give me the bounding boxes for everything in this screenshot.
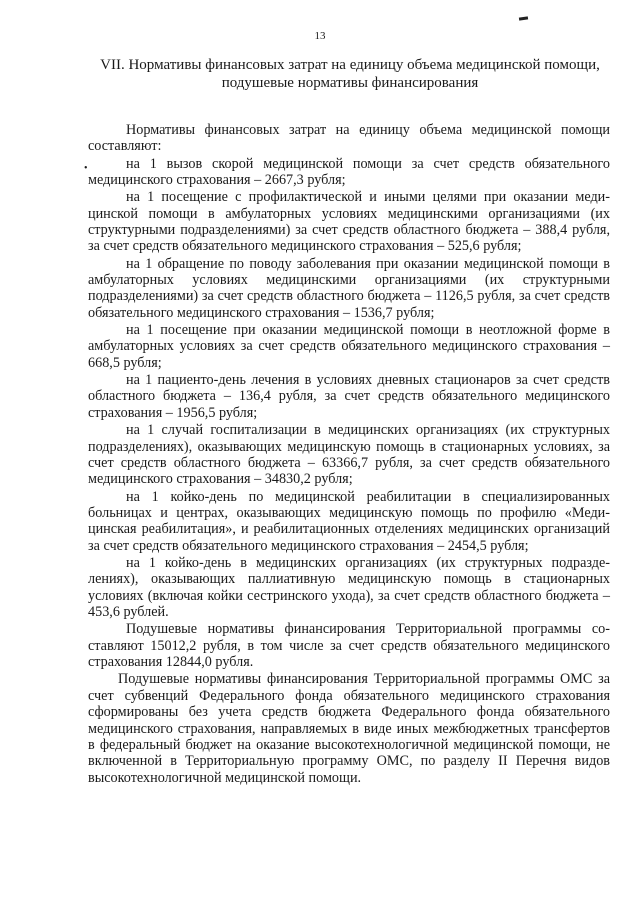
- section-heading: [90, 56, 610, 92]
- page-number: 13: [314, 30, 326, 42]
- paragraph: на 1 посещение с профилактической и иными целями при оказании медицинской помощи в амбулаторных условиях медицинскими организациями (их структурными подразделениями) за счет средств областного бюджета – 388,4 рубля, за счет средств обязательного медицинского страхования – 525,6 рубля;: [88, 189, 610, 255]
- paragraph: на 1 койко-день в медицинских организациях (их структурных подразделениях), оказывающих паллиативную медицинскую помощь в стационарных условиях (включая койки сестринского ухода), за счет средств областного бюджета – 453,6 рублей.: [88, 554, 610, 621]
- paragraph: на 1 случай госпитализации в медицинских организациях (их структурных подразделениях), оказывающих медицинскую помощь в стационарных условиях, за счет средств областного бюджета – 63366,7 рубля, за счет средств обязательного медицинского страхования – 34830,2 рубля;: [88, 422, 610, 488]
- paragraph: Подушевые нормативы финансирования Территориальной программы составляют 15012,2 рубля, в том числе за счет средств обязательного медицинского страхования 12844,0 рубля.: [88, 621, 610, 671]
- paragraph: на 1 пациенто-день лечения в условиях дневных стационаров за счет средств областного бюджета – 136,4 рубля, за счет средств обязательного медицинского страхования – 1956,5 рубля;: [88, 372, 610, 421]
- section-heading-line-2: подушевые нормативы финансирования: [221, 75, 479, 91]
- document-body: [88, 122, 610, 787]
- paragraph: Нормативы финансовых затрат на единицу объема медицинской помощи составляют:: [88, 122, 610, 155]
- paragraph: на 1 обращение по поводу заболевания при оказании медицинской помощи в амбулаторных условиях медицинскими организациями (их структурными подразделениями) за счет средств областного бюджета – 1126,5 рубля, за счет средств обязательного медицинского страхования – 1536,7 рубля;: [88, 255, 610, 321]
- section-heading-line-1: VII. Нормативы финансовых затрат на единицу объема медицинской помощи,: [100, 57, 600, 73]
- scan-mark: [519, 16, 528, 20]
- paragraph: на 1 койко-день по медицинской реабилитации в специализированных больницах и центрах, оказывающих медицинскую помощь по профилю «Медицинская реабилитация», и реабилитационных отделениях медицинских организаций за счет средств обязательного медицинского страхования – 2454,5 рубля;: [88, 488, 610, 554]
- paragraph: на 1 вызов скорой медицинской помощи за счет средств обязательного медицинского страхования – 2667,3 рубля;: [88, 155, 610, 189]
- margin-dot: •: [84, 163, 88, 174]
- paragraph: Подушевые нормативы финансирования Территориальной программы ОМС за счет субвенций Федерального фонда обязательного медицинского страхования сформированы без учета средств бюджета Федерального фонда обязательного медицинского страхования, направляемых в виде иных межбюджетных трансфертов в федеральный бюджет на оказание высокотехнологичной медицинской помощи, не включенной в Территориальную программу ОМС, по разделу II Перечня видов высокотехнологичной медицинской помощи.: [88, 671, 610, 786]
- paragraph: на 1 посещение при оказании медицинской помощи в неотложной форме в амбулаторных условиях за счет средств обязательного медицинского страхования – 668,5 рубля;: [88, 322, 610, 371]
